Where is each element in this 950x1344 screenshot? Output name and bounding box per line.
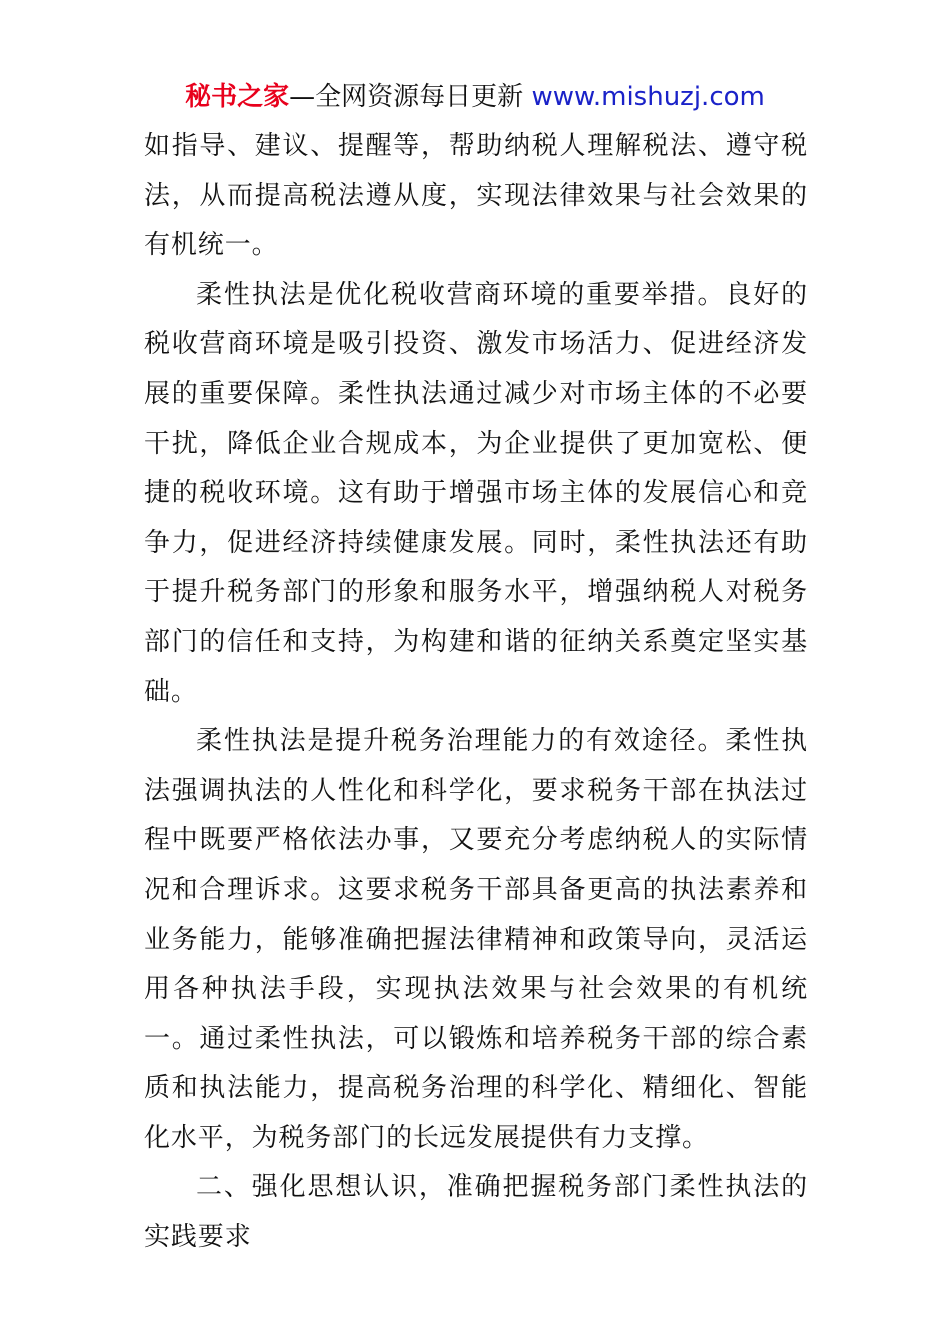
section-heading: 二、强化思想认识，准确把握税务部门柔性执法的实践要求 bbox=[144, 1172, 808, 1253]
site-url-link[interactable]: www.mishuzj.com bbox=[531, 82, 765, 112]
paragraph-continuation: 如指导、建议、提醒等，帮助纳税人理解税法、遵守税法，从而提高税法遵从度，实现法律效果与社会效果的有机统一。 bbox=[144, 131, 808, 261]
document-body bbox=[144, 122, 808, 1263]
site-header bbox=[0, 80, 950, 114]
site-brand: 秘书之家 bbox=[185, 82, 290, 112]
paragraph-business-environment: 柔性执法是优化税收营商环境的重要举措。良好的税收营商环境是吸引投资、激发市场活力、促进经济发展的重要保障。柔性执法通过减少对市场主体的不必要干扰，降低企业合规成本，为企业提供了更加宽松、便捷的税收环境。这有助于增强市场主体的发展信心和竞争力，促进经济持续健康发展。同时，柔性执法还有助于提升税务部门的形象和服务水平，增强纳税人对税务部门的信任和支持，为构建和谐的征纳关系奠定坚实基础。 bbox=[144, 279, 808, 707]
site-tagline: —全网资源每日更新 bbox=[289, 82, 524, 112]
paragraph-governance-capacity: 柔性执法是提升税务治理能力的有效途径。柔性执法强调执法的人性化和科学化，要求税务干部在执法过程中既要严格依法办事，又要充分考虑纳税人的实际情况和合理诉求。这要求税务干部具备更高的执法素养和业务能力，能够准确把握法律精神和政策导向，灵活运用各种执法手段，实现执法效果与社会效果的有机统一。通过柔性执法，可以锻炼和培养税务干部的综合素质和执法能力，提高税务治理的科学化、精细化、智能化水平，为税务部门的长远发展提供有力支撑。 bbox=[144, 726, 808, 1153]
